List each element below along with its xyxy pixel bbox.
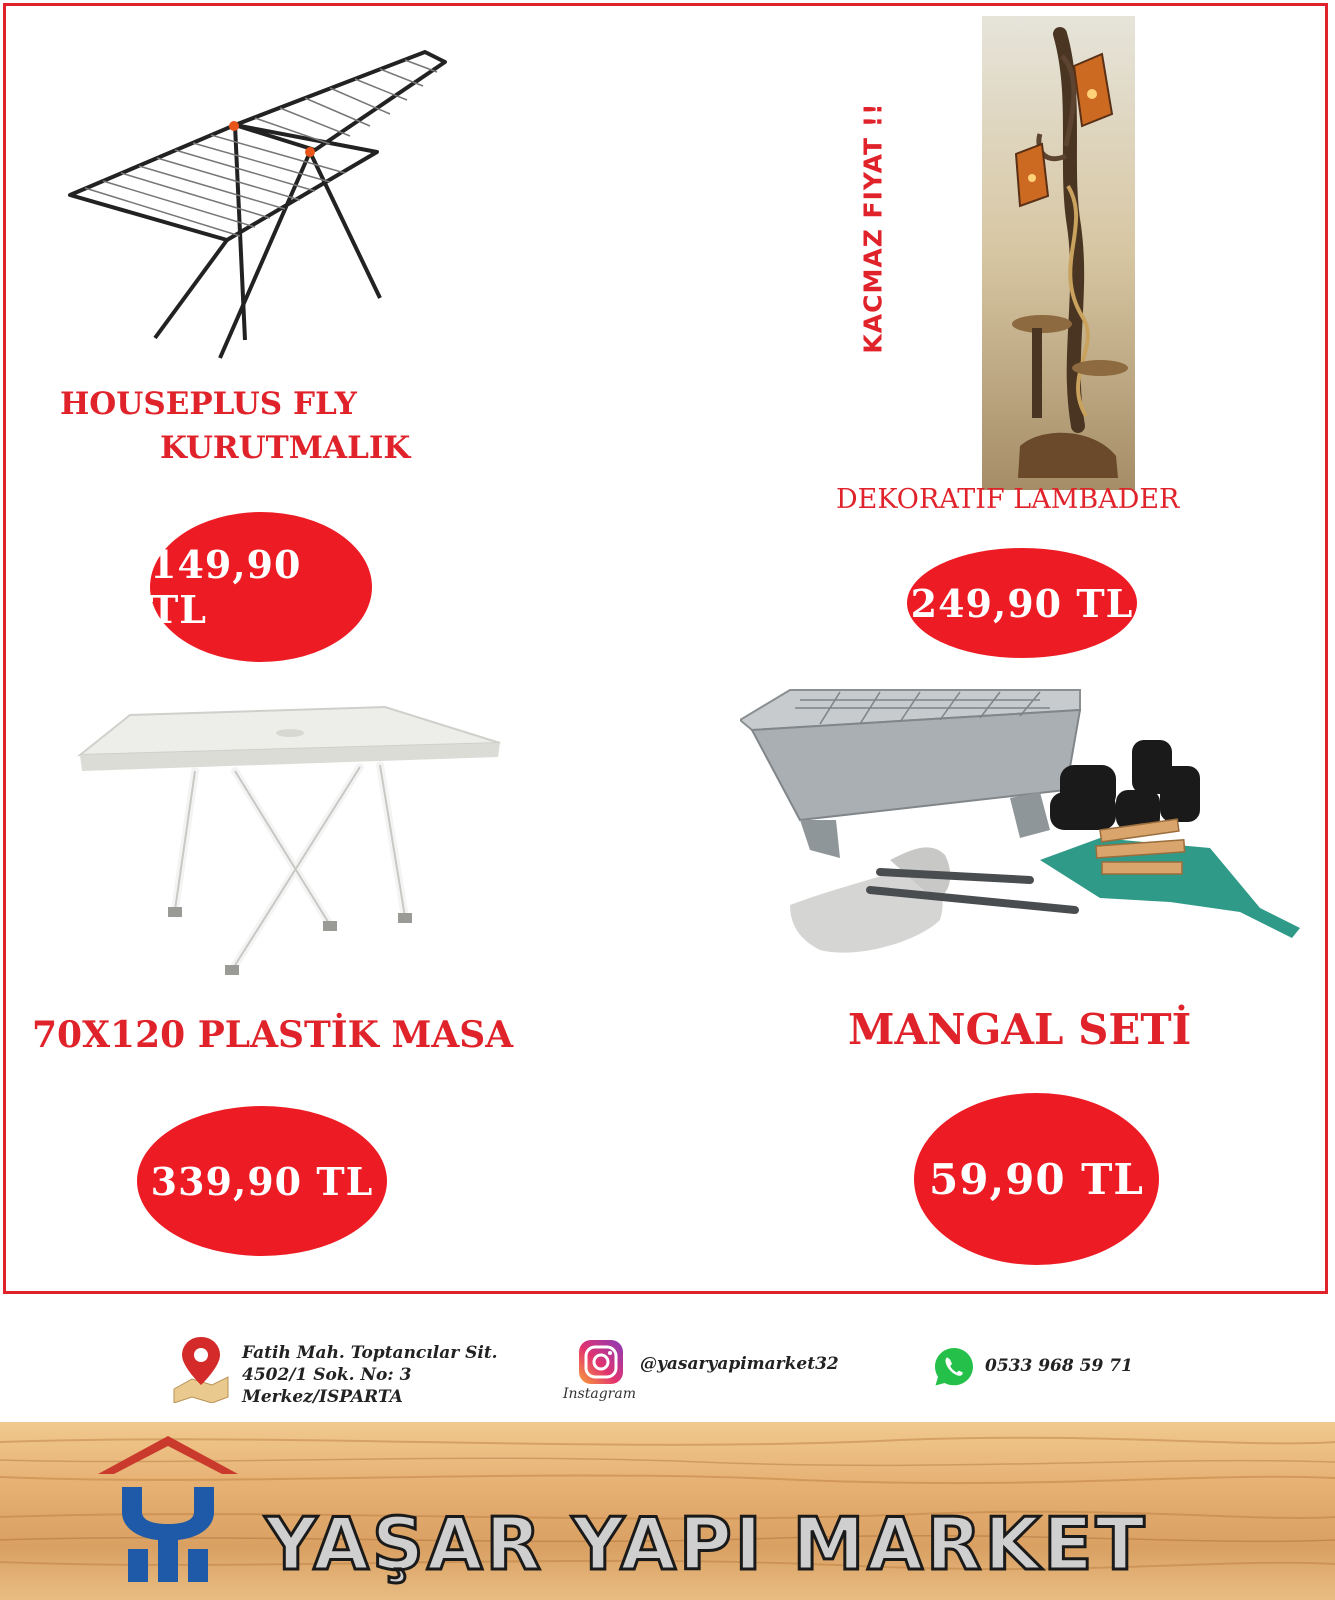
- price-badge-table: 339,90 TL: [137, 1106, 387, 1256]
- instagram-handle[interactable]: @yasaryapimarket32: [640, 1354, 839, 1374]
- address-line1: Fatih Mah. Toptancılar Sit.: [242, 1343, 498, 1363]
- instagram-label: Instagram: [563, 1386, 636, 1402]
- plastic-table-image: [70, 695, 520, 1005]
- address-line3: Merkez/ISPARTA: [242, 1387, 403, 1407]
- price-badge-lamp: 249,90 TL: [907, 548, 1137, 658]
- phone-number[interactable]: 0533 968 59 71: [985, 1356, 1133, 1376]
- address-line2: 4502/1 Sok. No: 3: [242, 1365, 412, 1385]
- barbecue-set-image: [740, 680, 1300, 990]
- whatsapp-icon[interactable]: [932, 1345, 976, 1389]
- product-name-lamp: DEKORATIF LAMBADER: [836, 484, 1180, 515]
- brand-logo-icon: [98, 1432, 238, 1594]
- map-pin-icon: [170, 1333, 232, 1403]
- product-name-rack-line2: KURUTMALIK: [160, 430, 411, 466]
- drying-rack-image: [55, 40, 455, 360]
- decorative-lamp-image: [982, 16, 1135, 490]
- product-name-bbq: MANGAL SETİ: [848, 1005, 1192, 1054]
- product-name-table: 70X120 PLASTİK MASA: [32, 1014, 514, 1056]
- instagram-icon[interactable]: [577, 1338, 625, 1386]
- brand-name: YAŞAR YAPI MARKET: [265, 1502, 1148, 1586]
- price-badge-bbq: 59,90 TL: [914, 1093, 1159, 1265]
- price-badge-rack: 149,90 TL: [150, 512, 372, 662]
- product-name-rack-line1: HOUSEPLUS FLY: [60, 386, 357, 422]
- promo-vertical-text: KACMAZ FIYAT !!: [858, 102, 888, 354]
